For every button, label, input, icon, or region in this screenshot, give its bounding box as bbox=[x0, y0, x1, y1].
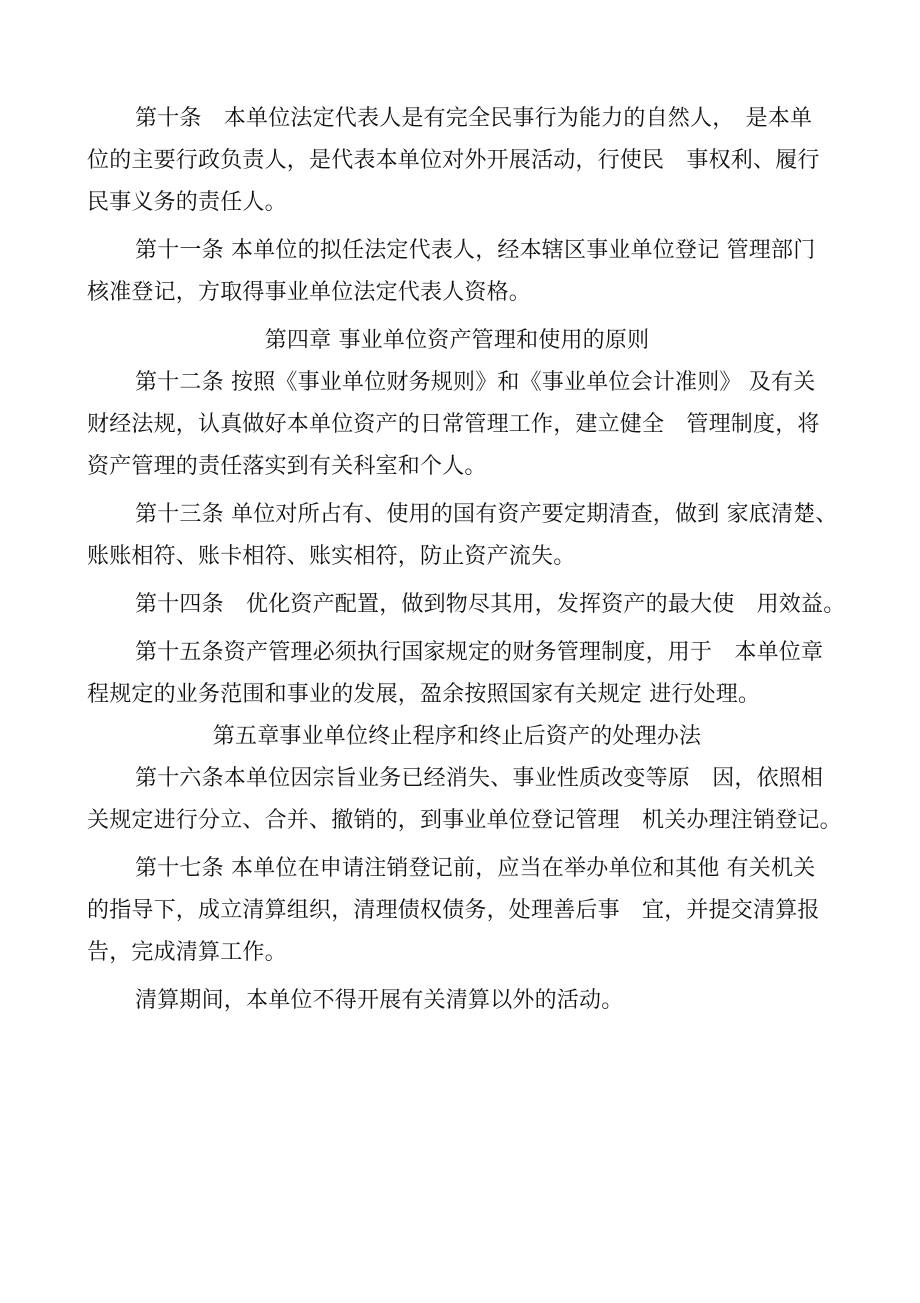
article-11-line-1: 第十一条 本单位的拟任法定代表人，经本辖区事业单位登记 管理部门 bbox=[135, 238, 816, 263]
document-body bbox=[87, 98, 846, 1022]
article-12-line-2: 财经法规，认真做好本单位资产的日常管理工作，建立健全 管理制度，将 bbox=[87, 412, 820, 437]
chapter-4-title: 第四章 事业单位资产管理和使用的原则 bbox=[264, 328, 650, 353]
article-10-line-3: 民事义务的责任人。 bbox=[87, 190, 287, 215]
article-14-line-1: 第十四条 优化资产配置，做到物尽其用，发挥资产的最大使 用效益。 bbox=[135, 592, 846, 617]
article-13-line-2: 账账相符、账卡相符、账实相符，防止资产流失。 bbox=[87, 544, 576, 569]
article-16-line-1: 第十六条本单位因宗旨业务已经消失、事业性质改变等原 因，依照相 bbox=[135, 766, 824, 791]
article-17-line-2: 的指导下，成立清算组织，清理债权债务，处理善后事 宜，并提交清算报 bbox=[87, 898, 820, 923]
article-16 bbox=[87, 758, 842, 842]
article-12-line-3: 资产管理的责任落实到有关科室和个人。 bbox=[87, 454, 487, 479]
article-11 bbox=[87, 230, 827, 314]
article-13 bbox=[87, 494, 838, 578]
article-15-line-1: 第十五条资产管理必须执行国家规定的财务管理制度，用于 本单位章 bbox=[135, 640, 824, 665]
article-10 bbox=[87, 98, 827, 224]
liquidation-clause-line-1: 清算期间，本单位不得开展有关清算以外的活动。 bbox=[135, 988, 624, 1013]
chapter-4-heading bbox=[87, 320, 827, 362]
article-17 bbox=[87, 848, 827, 974]
article-17-line-1: 第十七条 本单位在申请注销登记前，应当在举办单位和其他 有关机关 bbox=[135, 856, 816, 881]
article-17-line-3: 告，完成清算工作。 bbox=[87, 940, 287, 965]
article-11-line-2: 核准登记，方取得事业单位法定代表人资格。 bbox=[87, 280, 532, 305]
article-14 bbox=[87, 584, 846, 626]
article-12 bbox=[87, 362, 827, 488]
chapter-5-title: 第五章事业单位终止程序和终止后资产的处理办法 bbox=[212, 724, 702, 749]
article-10-line-2: 位的主要行政负责人，是代表本单位对外开展活动，行使民 事权利、履行 bbox=[87, 148, 820, 173]
article-15 bbox=[87, 632, 827, 716]
article-16-line-2: 关规定进行分立、合并、撤销的，到事业单位登记管理 机关办理注销登记。 bbox=[87, 808, 842, 833]
article-12-line-1: 第十二条 按照《事业单位财务规则》和《事业单位会计准则》 及有关 bbox=[135, 370, 816, 395]
article-13-line-1: 第十三条 单位对所占有、使用的国有资产要定期清查，做到 家底清楚、 bbox=[135, 502, 838, 527]
article-15-line-2: 程规定的业务范围和事业的发展，盈余按照国家有关规定 进行处理。 bbox=[87, 682, 761, 707]
chapter-5-heading bbox=[87, 716, 827, 758]
liquidation-clause bbox=[87, 980, 827, 1022]
article-10-line-1: 第十条 本单位法定代表人是有完全民事行为能力的自然人， 是本单 bbox=[135, 106, 813, 131]
